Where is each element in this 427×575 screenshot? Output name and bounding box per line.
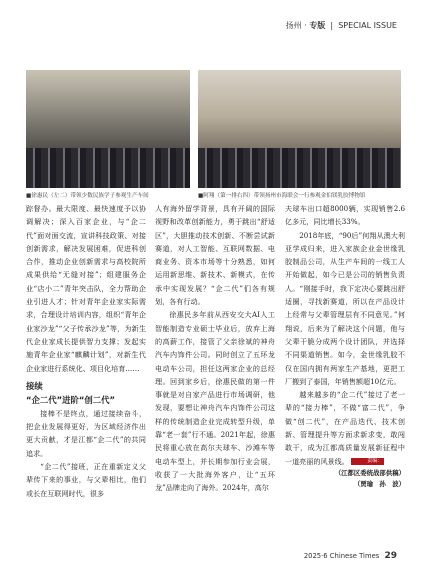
footer-magazine: Chinese Times (329, 552, 380, 560)
paragraph: “企二代”接班，正在重新定义父辈传下来的事业，与父辈相比，他们或长在互联网时代，很多 (26, 462, 146, 498)
paragraph: 夫球车出口超8000辆，实现销售2.6亿多元，同比增长33%。 (285, 204, 405, 227)
paragraph: 踪督办。最大限度、最快速度予以协调解决；深入百家企业，与“企二代”面对面交流，宣讲科技政策、对接创新需求，解决发展困难，促进科创合作，推动企业创新需求与高校院所成果供给“无缝对接”；组建服务企业“店小二”青年突击队，全力帮助企业引进人才；针对青年企业家实际需求，合理设计培训内容，组织“青年企业家沙龙”“父子传承沙龙”等，为新生代企业家成长提供智力支撑；发起实施青年企业家“麒麟计划”，对新生代企业家进行系统化、项目化培育…… (26, 204, 146, 373)
text-column-3 (285, 202, 405, 490)
author-credit: （贾瑜 孙 波） (353, 479, 405, 488)
photo-caption-1: ■徐惠民（左二）带领少数民族学子参观生产车间 (26, 193, 149, 199)
source-credit: （江都区委统战部供稿） (334, 468, 405, 477)
paragraph: 接棒不是终点，通过接续奋斗，把企业发展得更好，为区域经济作出更大贡献，才是江都“企二代”的共同追求。 (26, 408, 146, 458)
footer-issue: 2025·6 (303, 552, 328, 560)
text-column-2 (155, 202, 275, 495)
photo-people (26, 148, 190, 188)
end-mark: 责编： (351, 458, 384, 465)
paragraph-text: 越来越多的“企二代”接过了老一辈的“接力棒”，不做“富二代”，争做“创二代”，在产品迭代、技术创新、管理提升等方面求新求变，敢闯敢干，成为江都高质量发展新征程中一道亮丽的风景线。 (285, 390, 405, 466)
photo-people (198, 148, 401, 188)
page-footer (304, 551, 397, 561)
photo-factory-visit (26, 70, 190, 188)
photo-museum-visit (198, 70, 401, 188)
header-tag: SPECIAL ISSUE (338, 21, 397, 30)
photo-caption-2: ■阿翔（第一排右四）带领扬州市海联会一行参观金伯镁乳胶博物馆 (198, 193, 366, 199)
paragraph: 徐惠民多年前从西安交大AI人工智能制造专业硕士毕业后，放弃上海的高薪工作，接管了父亲徐斌的神舟汽车内饰件公司。同时创立了五环龙电动车公司，担任这两家企业的总经理。回到家乡后，徐惠民做的第一件事就是对自家产品进行市场调研，他发现，要想让神舟汽车内饰件公司这样的传统制造企业完成转型升级，单靠“老一套”行不通。2021年起，徐惠民将重心放在高尔夫球车、沙滩车等电动车型上，并长期参加行业会展，收获了一大批海外客户，让“五环龙”品牌走向了海外。2024年，高尔 (155, 310, 275, 493)
header-region: 扬州 (285, 21, 302, 30)
paragraph: 2018年底，“90后”何翔从澳大利亚学成归来，进入家族企业金世缘乳胶制品公司，从生产车间的一线工人开始做起，如今已是公司的销售负责人。“刚接手时，我下定决心要跳出舒适圈，寻找新赛道，所以在产品设计上经常与父辈管理层有不同意见。”何翔说，后来为了解决这个问题，他与父辈干脆分成两个设计团队，并选择不同渠道销售。如今，金世缘乳胶不仅在国内拥有两家生产基地，更把工厂搬到了泰国，年销售额超10亿元。 (285, 230, 405, 386)
page-number: 29 (384, 551, 397, 561)
page-header: 扬州 · 专版 | SPECIAL ISSUE (285, 21, 397, 30)
paragraph (285, 388, 405, 468)
section-heading: “企二代”进阶“创二代” (26, 394, 116, 405)
section-heading: 接续 (26, 380, 43, 391)
text-column-1 (26, 202, 146, 500)
header-section: 专版 (309, 21, 326, 30)
paragraph: 人有海外留学背景，具有开阔的国际视野和改革创新能力，勇于跳出“舒适区”，大胆推动技术创新、不断尝试新赛道，对人工智能、互联网数据、电商业务、资本市场等十分熟悉，如何运用新思维、新技术、新模式，在传承中实现发展？“企二代”们各有规划，各有行动。 (155, 204, 275, 307)
